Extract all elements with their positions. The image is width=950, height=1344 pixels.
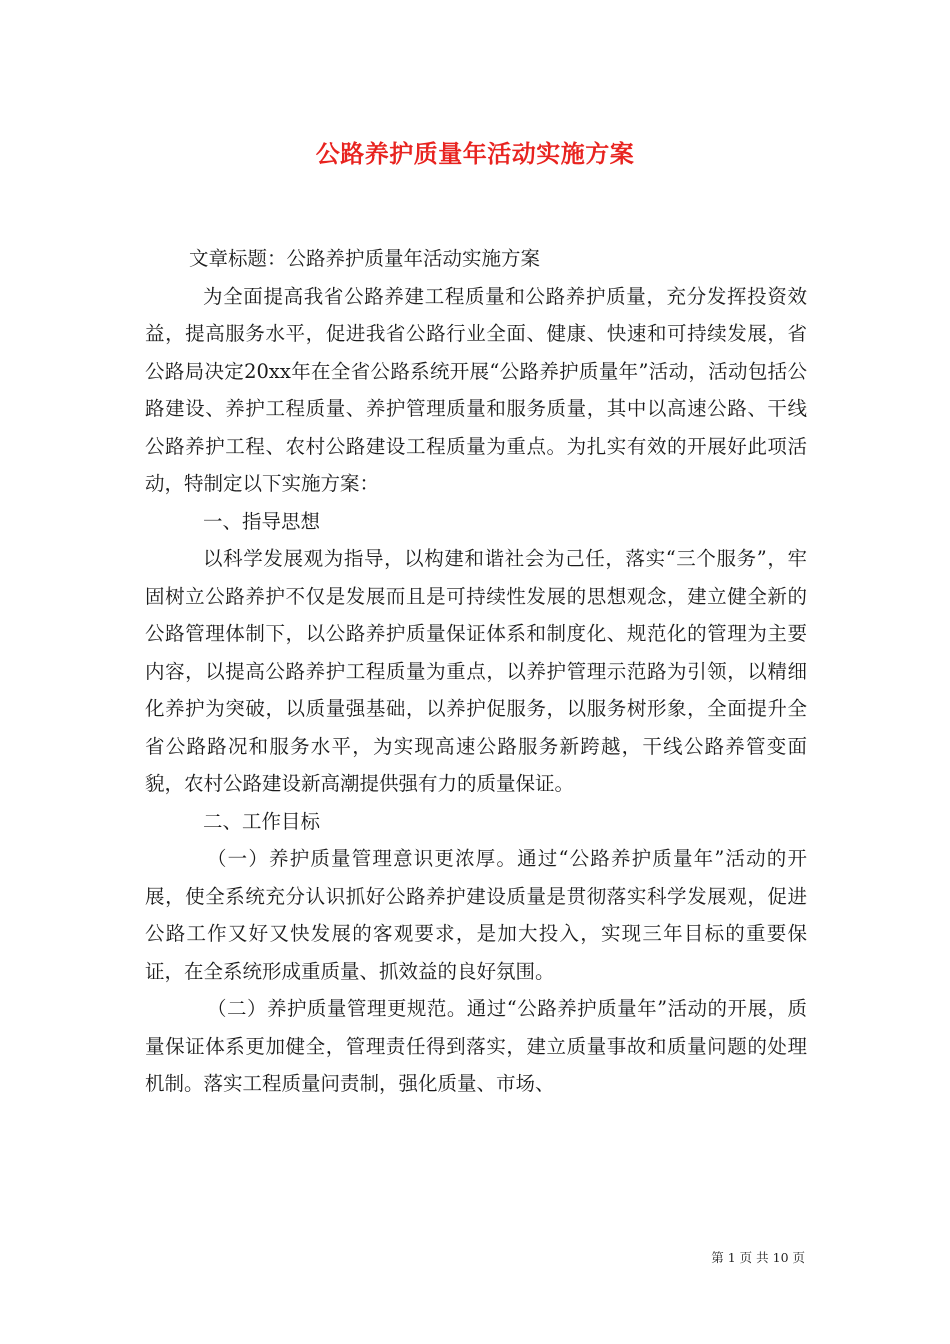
article-title-label: 文章标题：公路养护质量年活动实施方案 xyxy=(189,247,541,270)
document-title: 公路养护质量年活动实施方案 xyxy=(315,139,635,168)
page-number-footer: 第 1 页 共 10 页 xyxy=(711,1250,805,1265)
guiding-thought-paragraph: 以科学发展观为指导，以构建和谐社会为己任，落实“三个服务”，牢固树立公路养护不仅是发展而且是可持续性发展的思想观念，建立健全新的公路管理体制下，以公路养护质量保证体系和制度化、规范化的管理为主要内容，以提高公路养护工程质量为重点，以养护管理示范路为引领，以精细化养护为突破，以质量强基础，以养护促服务，以服务树形象，全面提升全省公路路况和服务水平，为实现高速公路服务新跨越，干线公路养管变面貌，农村公路建设新高潮提供强有力的质量保证。 xyxy=(145,547,807,795)
section-heading-guiding-thought: 一、指导思想 xyxy=(203,509,321,533)
work-goal-item-2: （二）养护质量管理更规范。通过“公路养护质量年”活动的开展，质量保证体系更加健全，管理责任得到落实，建立质量事故和质量问题的处理机制。落实工程质量问责制，强化质量、市场、 xyxy=(145,997,807,1095)
document-body xyxy=(145,240,807,1103)
intro-paragraph: 为全面提高我省公路养建工程质量和公路养护质量，充分发挥投资效益，提高服务水平，促进我省公路行业全面、健康、快速和可持续发展，省公路局决定20xx年在全省公路系统开展“公路养护质量年”活动，活动包括公路建设、养护工程质量、养护管理质量和服务质量，其中以高速公路、干线公路养护工程、农村公路建设工程质量为重点。为扎实有效的开展好此项活动，特制定以下实施方案： xyxy=(145,284,807,495)
section-heading-work-goals: 二、工作目标 xyxy=(203,809,321,833)
work-goal-item-1: （一）养护质量管理意识更浓厚。通过“公路养护质量年”活动的开展，使全系统充分认识抓好公路养护建设质量是贯彻落实科学发展观，促进公路工作又好又快发展的客观要求，是加大投入，实现三年目标的重要保证，在全系统形成重质量、抓效益的良好氛围。 xyxy=(145,847,807,983)
